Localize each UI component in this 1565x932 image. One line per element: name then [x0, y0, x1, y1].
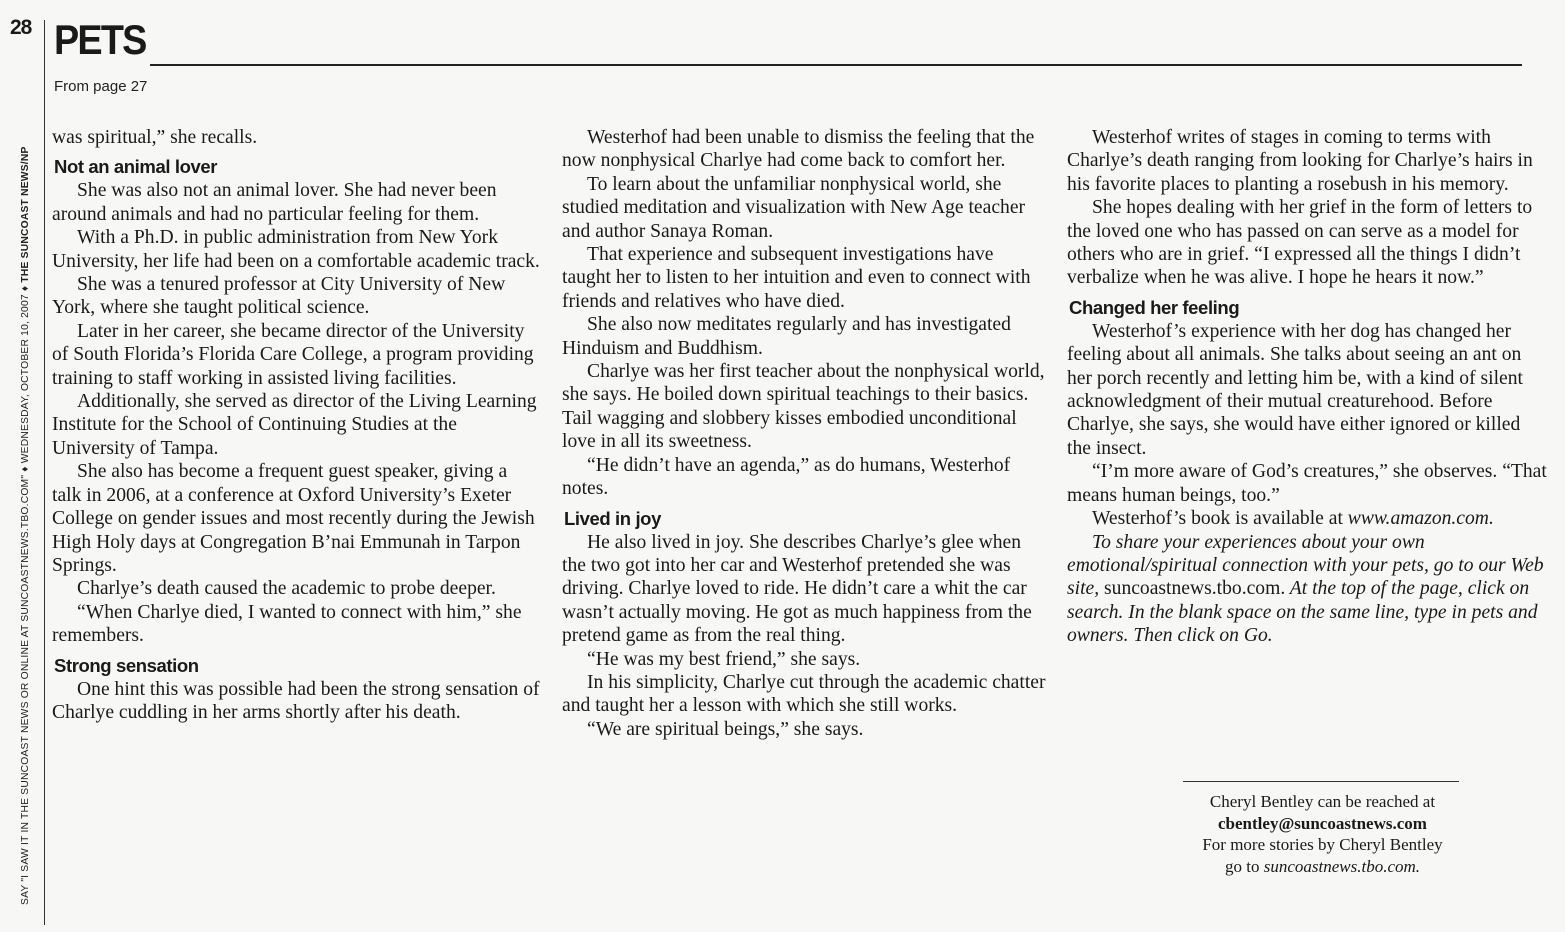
paragraph: She was a tenured professor at City University of New York, where she taught political science. — [52, 274, 506, 319]
side-folio-paper: THE SUNCOAST NEWS/NP — [20, 146, 31, 283]
byline — [1160, 791, 1485, 877]
paragraph: She also has become a frequent guest speaker, giving a talk in 2006, at a conference at Oxford University’s Exeter College on gender issues and most recently during the Jewish High Holy days at Congregation B’nai Emmunah in Tarpon Springs. — [52, 461, 535, 576]
subhead: Strong sensation — [54, 654, 199, 676]
paragraph: One hint this was possible had been the strong sensation of Charlye cuddling in her arms shortly after his death. — [52, 678, 540, 723]
byline-goto-prefix: go to — [1224, 856, 1260, 876]
paragraph: She was also not an animal lover. She had never been around animals and had no particular feeling for them. — [52, 180, 497, 225]
subhead: Not an animal lover — [54, 156, 218, 178]
paragraph: Later in her career, she became director of the University of South Florida’s Florida Care College, a program providing training to staff working in assisted living facilities. — [52, 320, 534, 389]
paragraph: “He didn’t have an agenda,” as do humans, Westerhof notes. — [562, 454, 1011, 500]
byline-rule — [1183, 781, 1459, 782]
amazon-link[interactable]: www.amazon.com. — [1347, 508, 1494, 530]
author-email[interactable]: cbentley@suncoastnews.com — [1218, 813, 1427, 833]
paragraph: “I’m more aware of God’s creatures,” she observes. “That means human beings, too.” — [1067, 461, 1547, 506]
paragraph: “He was my best friend,” she says. — [587, 648, 861, 670]
paragraph: In his simplicity, Charlye cut through the academic chatter and taught her a lesson with which she still works. — [562, 671, 1046, 717]
paragraph: “We are spiritual beings,” she says. — [587, 718, 864, 740]
page-number: 28 — [10, 16, 32, 39]
paragraph: She hopes dealing with her grief in the form of letters to the loved one who has passed on can serve as a model for others who are in grief. “I expressed all the things I didn’t verbalize when he was alive. I hope he hears it now.” — [1067, 197, 1533, 289]
header-rule — [150, 64, 1522, 66]
author-stories-link[interactable]: suncoastnews.tbo.com. — [1263, 856, 1421, 876]
paragraph: With a Ph.D. in public administration from New York University, her life had been on a comfortable academic track. — [52, 227, 540, 272]
side-folio — [20, 45, 31, 905]
reader-callout — [1067, 531, 1549, 648]
paragraph: was spiritual,” she recalls. — [52, 127, 258, 148]
side-folio-prefix: SAY "I SAW IT IN THE SUNCOAST NEWS OR ONLINE AT SUNCOASTNEWS.TBO.COM" ♦ WEDNESDAY, OCTOBER 10, 2007 ♦ — [20, 282, 31, 905]
jump-line: From page 27 — [54, 78, 148, 95]
column-2 — [562, 126, 1046, 741]
section-title: PETS — [54, 16, 146, 63]
site-link[interactable]: suncoastnews.tbo.com. — [1104, 578, 1286, 600]
column-3 — [1067, 126, 1549, 648]
paragraph: To learn about the unfamiliar nonphysical world, she studied meditation and visualization with New Age teacher and author Sanaya Roman. — [562, 173, 1026, 242]
paragraph: That experience and subsequent investigations have taught her to listen to her intuition and even to connect with friends and relatives who have died. — [562, 244, 1031, 312]
paragraph: Westerhof had been unable to dismiss the feeling that the now nonphysical Charlye had come back to comfort her. — [562, 127, 1035, 172]
paragraph — [1067, 507, 1549, 530]
book-note: Westerhof’s book is available at — [1092, 508, 1343, 530]
paragraph: Westerhof’s experience with her dog has changed her feeling about all animals. She talks about seeing an ant on her porch recently and letting him be, with a kind of silent acknowledgment of their mutual creaturehood. Before Charlye, she says, she would have either ignored or killed the insect. — [1067, 320, 1523, 459]
paragraph: Charlye’s death caused the academic to probe deeper. — [77, 578, 496, 600]
byline-more: For more stories by Cheryl Bentley — [1202, 835, 1443, 854]
paragraph: “When Charlye died, I wanted to connect with him,” she remembers. — [52, 601, 522, 647]
paragraph: He also lived in joy. She describes Charlye’s glee when the two got into her car and Westerhof pretended she was driving. Charlye loved to ride. He didn’t care a whit the car wasn’t actually moving. He got as much happiness from the pretend game as from the real thing. — [562, 531, 1032, 647]
column-1 — [52, 126, 540, 724]
subhead: Changed her feeling — [1069, 296, 1240, 318]
paragraph: Additionally, she served as director of the Living Learning Institute for the School of Continuing Studies at the University of Tampa. — [52, 391, 537, 459]
paragraph: Charlye was her first teacher about the nonphysical world, she says. He boiled down spiritual teachings to their basics. Tail wagging and slobbery kisses embodied unconditional love in all its sweetness. — [562, 361, 1045, 453]
callout-text-a: To share your experiences about your own emotional/spiritual connection with your pets, go to our Web site, — [1067, 531, 1544, 600]
byline-goto — [1160, 856, 1485, 878]
callout-text-b: At the top of the page, click on search. In the blank space on the same line, type in pets and owners. Then click on Go. — [1067, 578, 1538, 647]
subhead: Lived in joy — [564, 507, 661, 529]
paragraph: Westerhof writes of stages in coming to terms with Charlye’s death ranging from looking for Charlye’s hairs in his favorite places to planting a rosebush in his memory. — [1067, 127, 1533, 195]
paragraph: She also now meditates regularly and has investigated Hinduism and Buddhism. — [562, 314, 1011, 359]
byline-contact: Cheryl Bentley can be reached at — [1209, 792, 1436, 811]
vertical-rule — [44, 20, 45, 925]
